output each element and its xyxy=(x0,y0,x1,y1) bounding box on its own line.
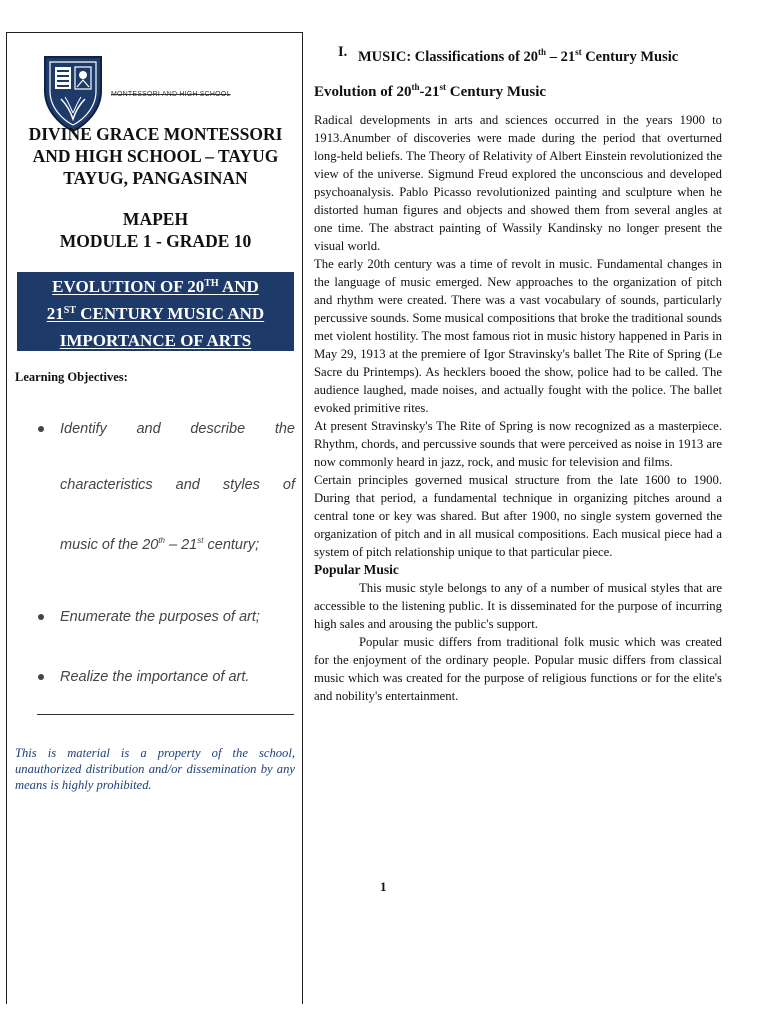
list-item: Realize the importance of art. xyxy=(7,667,304,687)
bullet-icon xyxy=(38,426,44,432)
list-item: Identify and describe the characteristics and styles of music of the 20th – 21st century; xyxy=(7,401,304,569)
list-item: Enumerate the purposes of art; xyxy=(7,607,304,627)
paragraph: Certain principles governed musical structure from the late 1600 to 1900. During that period, a fundamental technique in organizing pitches around a central tone or key was shared. But after 1900, no single system governed the organization of pitch and in all musical compositions. Each musical piece had a system of pitch relationship unique to that particular piece. xyxy=(314,472,722,559)
evolution-heading: Evolution of 20th-21st Century Music xyxy=(314,81,547,100)
module-info xyxy=(7,208,304,252)
paragraph: Popular music differs from traditional folk music which was created for the enjoyment of the ordinary people. Popular music differs from classical music which was created for the purpose of religious functions or for the elite's and nobility's entertainment. xyxy=(314,634,722,703)
subject-label: MAPEH xyxy=(122,209,189,229)
popular-music-heading: Popular Music xyxy=(314,561,399,577)
school-name xyxy=(7,123,304,189)
school-name-line: DIVINE GRACE MONTESSORI xyxy=(28,124,283,144)
divider xyxy=(37,714,294,715)
section-heading xyxy=(314,44,722,66)
title-line-1: EVOLUTION OF 20TH AND xyxy=(52,277,259,296)
school-shield-logo-icon xyxy=(41,53,105,133)
main-content xyxy=(314,44,722,705)
bullet-icon xyxy=(38,674,44,680)
paragraph: Radical developments in arts and sciences occurred in the years 1900 to 1913.Anumber of discoveries were made during the period that overturned long-held beliefs. The Theory of Relativity of Albert Einstein revolutionized the view of the universe. Sigmund Freud explored the unconscious and developed psychoanalysis. Pablo Picasso revolutionized painting and sculpture when he distorted human figures and objects and showed them from several angles at one time. The abstract painting of Wassily Kandinsky no longer present the visual world. xyxy=(314,112,722,253)
paragraph: The early 20th century was a time of revolt in music. Fundamental changes in the language of music emerged. New approaches to the organization of pitch and rhythm were created. There was a vast vocabulary of sounds, particularly percussive sounds. Some musical compositions that broke the traditional sounds met violent hostility. The most famous riot in music history happened in Paris in May 29, 1913 at the premiere of Igor Stravinsky's ballet The Rite of Spring (Le Sacre du Printemps). As hecklers booed the show, police had to be called. The audience laughed, made noises, and actually fought with the police. The ballet evoked primitive rites. xyxy=(314,256,722,415)
section-title: MUSIC: Classifications of 20th – 21st Century Music xyxy=(358,47,679,65)
copyright-notice: This is material is a property of the school, unauthorized distribution and/or dissemination by any means is highly prohibited. xyxy=(15,746,295,792)
section-number: I. xyxy=(338,44,348,60)
sidebar-panel xyxy=(6,32,303,1004)
title-line-2: 21ST CENTURY MUSIC AND xyxy=(46,304,265,323)
school-name-line: AND HIGH SCHOOL – TAYUG xyxy=(32,146,279,166)
school-name-line: TAYUG, PANGASINAN xyxy=(63,168,248,188)
learning-objectives-label: Learning Objectives: xyxy=(15,370,128,384)
objectives-list xyxy=(7,401,304,687)
module-title-banner xyxy=(17,272,294,351)
paragraph: This music style belongs to any of a number of musical styles that are accessible to the listening public. It is disseminated for the purpose of incurring high sales and arousing the public's support. xyxy=(314,580,722,631)
module-label: MODULE 1 - GRADE 10 xyxy=(59,231,252,251)
page-number: 1 xyxy=(380,879,387,894)
bullet-icon xyxy=(38,614,44,620)
article-body xyxy=(314,111,722,705)
paragraph: At present Stravinsky's The Rite of Spring is now recognized as a masterpiece. Rhythm, chords, and percussive sounds that were perceived as noise in 1913 are now commonly heard in jazz, rock, and music for television and films. xyxy=(314,418,722,469)
logo-side-text: MONTESSORI AND HIGH SCHOOL xyxy=(111,91,231,98)
title-line-3: IMPORTANCE OF ARTS xyxy=(59,331,252,350)
